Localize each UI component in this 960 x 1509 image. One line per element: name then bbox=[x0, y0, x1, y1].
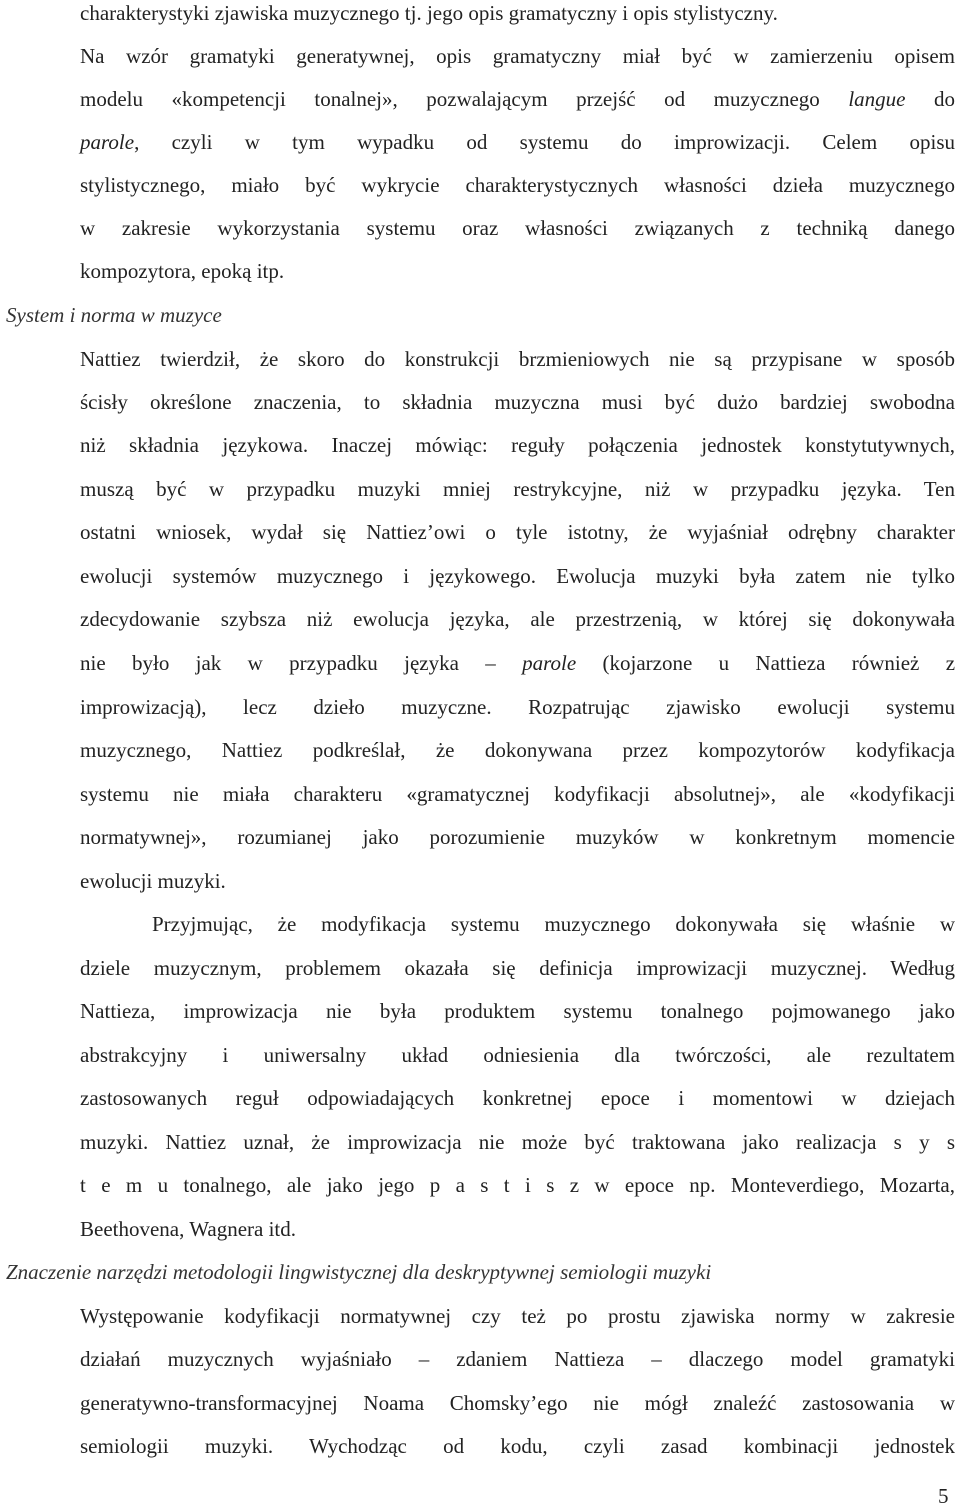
italic-term: langue bbox=[848, 87, 906, 111]
text-line: ewolucji muzyki. bbox=[80, 869, 226, 893]
text-line-indented: Przyjmując, że modyfikacja systemu muzycznego dokonywała się właśnie w bbox=[152, 912, 955, 936]
text-span: modelu «kompetencji tonalnej», pozwalającym przejść od muzycznego bbox=[80, 87, 820, 111]
section-heading: System i norma w muzyce bbox=[6, 303, 222, 327]
text-line: t e m u tonalnego, ale jako jego p a s t i s z w epoce np. Monteverdiego, Mozarta, bbox=[80, 1173, 955, 1197]
italic-term: parole bbox=[522, 651, 577, 675]
text-line: ostatni wniosek, wydał się Nattiez’owi o tyle istotny, że wyjaśniał odrębny charakter bbox=[80, 520, 955, 544]
text-line bbox=[80, 650, 955, 676]
text-span: nie było jak w przypadku języka bbox=[80, 651, 459, 675]
text-line: Nattiez twierdził, że skoro do konstrukcji brzmieniowych nie są przypisane w sposób bbox=[80, 347, 955, 371]
dash: – bbox=[485, 651, 496, 675]
text-span: , czyli w tym wypadku od systemu do improwizacji. Celem opisu bbox=[134, 130, 955, 154]
text-line: Nattieza, improwizacja nie była produktem systemu tonalnego pojmowanego jako bbox=[80, 999, 955, 1023]
text-line: w zakresie wykorzystania systemu oraz własności związanych z techniką danego bbox=[80, 216, 955, 240]
text-line: ścisły określone znaczenia, to składnia muzyczna musi być dużo bardziej swobodna bbox=[80, 390, 955, 414]
text-line: semiologii muzyki. Wychodząc od kodu, czyli zasad kombinacji jednostek bbox=[80, 1434, 955, 1458]
text-line: normatywnej», rozumianej jako porozumienie muzyków w konkretnym momencie bbox=[80, 825, 955, 849]
text-line bbox=[80, 86, 955, 112]
text-line: zdecydowanie szybsza niż ewolucja języka, ale przestrzenią, w której się dokonywała bbox=[80, 607, 955, 631]
text-line: improwizacją), lecz dzieło muzyczne. Rozpatrując zjawisko ewolucji systemu bbox=[80, 695, 955, 719]
italic-term: parole bbox=[80, 130, 135, 154]
text-line: ewolucji systemów muzycznego i językowego. Ewolucja muzyki była zatem nie tylko bbox=[80, 564, 955, 588]
text-line: dziele muzycznym, problemem okazała się definicja improwizacji muzycznej. Według bbox=[80, 956, 955, 980]
text-line: muzyki. Nattiez uznał, że improwizacja nie może być traktowana jako realizacja s y s bbox=[80, 1130, 955, 1154]
text-line bbox=[80, 129, 955, 155]
text-line: Beethovena, Wagnera itd. bbox=[80, 1217, 297, 1241]
text-line: charakterystyki zjawiska muzycznego tj. jego opis gramatyczny i opis stylistyczny. bbox=[80, 1, 778, 25]
text-line: generatywno-transformacyjnej Noama Chomsky’ego nie mógł znaleźć zastosowania w bbox=[80, 1391, 955, 1415]
text-line: stylistycznego, miało być wykrycie charakterystycznych własności dzieła muzycznego bbox=[80, 173, 955, 197]
text-line: muzycznego, Nattiez podkreślał, że dokonywana przez kompozytorów kodyfikacja bbox=[80, 738, 955, 762]
section-heading: Znaczenie narzędzi metodologii lingwistycznej dla deskryptywnej semiologii muzyki bbox=[6, 1260, 712, 1284]
text-line: niż składnia językowa. Inaczej mówiąc: reguły połączenia jednostek konstytutywnych, bbox=[80, 433, 955, 457]
text-line: działań muzycznych wyjaśniało – zdaniem Nattieza – dlaczego model gramatyki bbox=[80, 1347, 955, 1371]
text-line: zastosowanych reguł odpowiadających konkretnej epoce i momentowi w dziejach bbox=[80, 1086, 955, 1110]
text-span: (kojarzone u Nattieza również z bbox=[602, 651, 956, 675]
text-line: systemu nie miała charakteru «gramatycznej kodyfikacji absolutnej», ale «kodyfikacji bbox=[80, 782, 955, 806]
text-line: Na wzór gramatyki generatywnej, opis gramatyczny miał być w zamierzeniu opisem bbox=[80, 44, 955, 68]
text-line: Występowanie kodyfikacji normatywnej czy też po prostu zjawiska normy w zakresie bbox=[80, 1304, 955, 1328]
text-line: abstrakcyjny i uniwersalny układ odniesienia dla twórczości, ale rezultatem bbox=[80, 1043, 955, 1067]
page-number: 5 bbox=[938, 1484, 949, 1508]
text-line: kompozytora, epoką itp. bbox=[80, 259, 285, 283]
text-span: do bbox=[934, 87, 956, 111]
text-line: muszą być w przypadku muzyki mniej restrykcyjne, niż w przypadku języka. Ten bbox=[80, 477, 955, 501]
